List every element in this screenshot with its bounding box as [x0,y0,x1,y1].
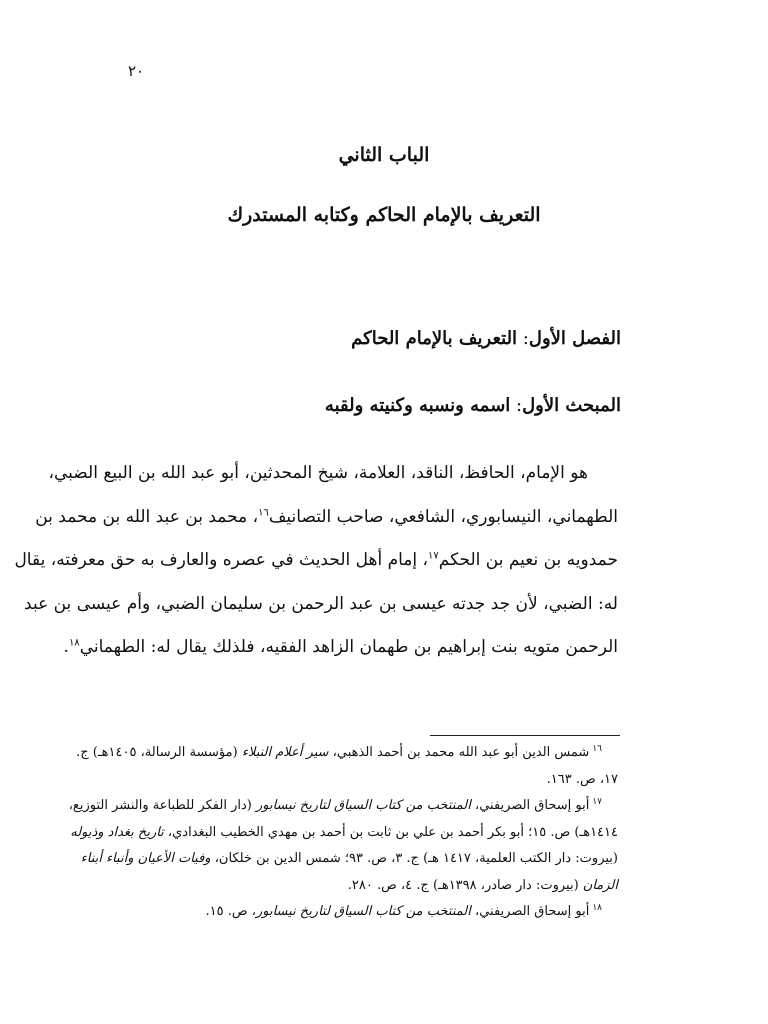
footnote-book-title: الزمان [582,877,618,893]
footnote-text: (دار الفكر للطباعة والنشر التوزيع، [68,798,256,813]
footnote-text: أبو إسحاق الصريفني، [470,798,590,813]
section-separator: : [510,395,523,416]
footnote-book-title: وفيات الأعيان وأنباء أبناء [80,851,211,866]
footnote-17-cont [80,846,618,873]
footnote-17-cont [70,820,618,847]
body-text: هو الإمام، الحافظ، الناقد، العلامة، شيخ المحدثين، أبو عبد الله بن البيع الضبي، [48,463,588,483]
section-heading [147,395,621,416]
section-lead: المبحث الأول [522,395,621,416]
footnote-text: ١٤١٤هـ) ص. ١٥؛ أبو بكر أحمد بن علي بن ثابت بن أحمد بن مهدي الخطيب البغدادي، [163,824,618,840]
body-text: ، إمام أهل الحديث في عصره والعارف به حق معرفته، يقال [14,550,429,570]
chapter-title: التعريف بالإمام الحاكم [351,328,518,349]
footnote-number: ١٨ [592,902,602,913]
footnote-book-title: المنتخب من كتاب السياق لتاريخ نيسابور [255,798,471,813]
body-text: . [63,637,69,657]
footnote-book-title: المنتخب من كتاب السياق لتاريخ نيسابور [255,904,471,919]
chapter-lead: الفصل الأول [528,328,621,349]
body-line [14,539,618,583]
chapter-heading [147,328,621,349]
footnote-ref[interactable]: ١٨ [68,637,80,649]
footnote-ref[interactable]: ١٦ [258,506,269,518]
footnote-text: شمس الدين أبو عبد الله محمد بن أحمد الذهبي، [328,745,590,760]
footnote-book-title: تاريخ بغداد وذيوله [70,824,164,840]
footnote-text: (بيروت: دار الكتب العلمية، ١٤١٧ هـ) ج. ٣، ص. ٩٣؛ شمس الدين بن خلكان، [210,851,618,866]
body-text: ، محمد بن عبد الله بن محمد بن [35,506,259,527]
footnote-text: ١٧، ص. ١٦٣. [546,771,618,787]
footnote-ref[interactable]: ١٧ [428,550,439,562]
footnote-text: (بيروت: دار صادر، ١٣٩٨هـ) ج. ٤، ص. ٢٨٠. [347,877,583,893]
body-line [24,583,618,627]
body-text: حمدويه بن نعيم بن الحكم [438,550,618,570]
body-text: الطهماني، النيسابوري، الشافعي، صاحب التصانيف [268,506,618,527]
footnote-text: ، ص. ١٥. [205,904,256,919]
footnote-number: ١٦ [592,743,602,754]
footnote-18 [108,899,618,926]
footnote-17 [68,793,618,820]
body-text: الرحمن متويه بنت إبراهيم بن طهمان الزاهد الفقيه، فلذلك يقال له: الطهماني [79,637,618,657]
part-title: الباب الثاني [338,144,430,166]
body-line [35,496,618,540]
page-number: ٢٠ [128,62,145,80]
footnote-16-cont [108,767,618,794]
footnote-divider [430,735,620,736]
body-line [48,452,618,496]
chapter-separator: : [517,328,529,349]
body-text: له: الضبي، لأن جد جدته عيسى بن عبد الرحمن بن سليمان الضبي، وأم عيسى بن عبد [24,593,618,614]
footnotes [68,740,618,926]
footnote-text: أبو إسحاق الصريفني، [470,904,590,919]
footnote-17-cont [108,873,618,900]
part-subtitle: التعريف بالإمام الحاكم وكتابه المستدرك [227,204,541,226]
body-line [63,626,618,670]
footnote-text: (مؤسسة الرسالة، ١٤٠٥هـ) ج. [76,745,242,760]
section-title: اسمه ونسبه وكنيته ولقبه [324,395,511,416]
body-paragraph [14,452,618,670]
footnote-number: ١٧ [592,796,602,807]
footnote-book-title: سير أعلام النبلاء [241,745,329,760]
footnote-16 [76,740,618,767]
